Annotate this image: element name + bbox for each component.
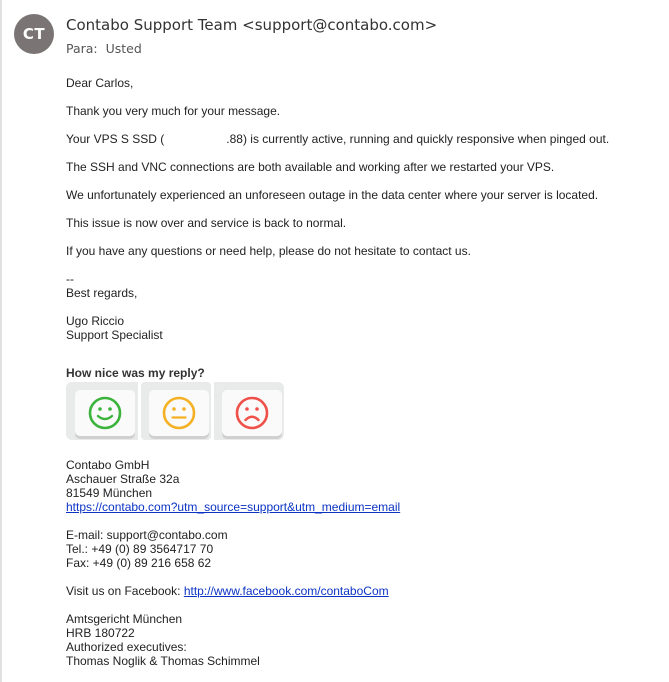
to-value[interactable]: Usted: [105, 41, 142, 56]
executives-label: Authorized executives:: [66, 640, 187, 654]
signer-name: Ugo Riccio: [66, 314, 125, 328]
rating-sad-button[interactable]: [222, 390, 282, 436]
email-body: [66, 76, 646, 682]
window-left-border: [0, 0, 2, 682]
paragraph-ssh-vnc: The SSH and VNC connections are both available and working after we restarted your VPS.: [66, 160, 555, 174]
paragraph-resolved: This issue is now over and service is back to normal.: [66, 216, 347, 230]
hrb-number: HRB 180722: [66, 626, 135, 640]
paragraph-contact: If you have any questions or need help, please do not hesitate to contact us.: [66, 244, 471, 258]
rating-cell-happy: [66, 382, 138, 440]
rating-cell-sad: [214, 382, 284, 440]
rating-title: How nice was my reply?: [66, 366, 205, 380]
paragraph-outage: We unfortunately experienced an unforeseen outage in the data center where your server is located.: [66, 188, 599, 202]
signature: [66, 314, 646, 342]
paragraph-thanks: Thank you very much for your message.: [66, 104, 281, 118]
sender-avatar[interactable]: CT: [14, 14, 54, 54]
contact-fax: Fax: +49 (0) 89 216 658 62: [66, 556, 212, 570]
closing: Best regards,: [66, 286, 138, 300]
company-street: Aschauer Straße 32a: [66, 472, 180, 486]
smiley-sad-icon: [234, 395, 270, 431]
signature-separator: --: [66, 272, 74, 286]
website-link[interactable]: https://contabo.com?utm_source=support&utm_medium=email: [66, 500, 401, 514]
rating-widget: [66, 382, 646, 444]
paragraph-vps-status: [66, 132, 646, 146]
company-name: Contabo GmbH: [66, 458, 150, 472]
vps-line-suffix: .88) is currently active, running and quickly responsive when pinged out.: [226, 132, 610, 146]
recipient-line: [66, 41, 142, 56]
contact-email: E-mail: support@contabo.com: [66, 528, 228, 542]
facebook-label: Visit us on Facebook:: [66, 584, 184, 598]
court: Amtsgericht München: [66, 612, 183, 626]
contact-tel: Tel.: +49 (0) 89 3564717 70: [66, 542, 214, 556]
to-label: Para:: [66, 41, 98, 56]
rating-happy-button[interactable]: [75, 390, 135, 436]
greeting: Dear Carlos,: [66, 76, 134, 90]
smiley-neutral-icon: [161, 395, 197, 431]
facebook-line: [66, 584, 646, 598]
executives-names: Thomas Noglik & Thomas Schimmel: [66, 654, 260, 668]
legal-info: [66, 612, 646, 668]
smiley-happy-icon: [87, 395, 123, 431]
sender-name[interactable]: Contabo Support Team <support@contabo.com>: [66, 16, 438, 34]
rating-cell-neutral: [141, 382, 211, 440]
signer-title: Support Specialist: [66, 328, 163, 342]
rating-neutral-button[interactable]: [149, 390, 209, 436]
company-city: 81549 München: [66, 486, 153, 500]
vps-line-prefix: Your VPS S SSD (: [66, 132, 165, 146]
company-contact: [66, 528, 646, 570]
facebook-link[interactable]: http://www.facebook.com/contaboCom: [183, 584, 389, 598]
company-address: [66, 458, 646, 514]
signature-closing: [66, 272, 646, 300]
